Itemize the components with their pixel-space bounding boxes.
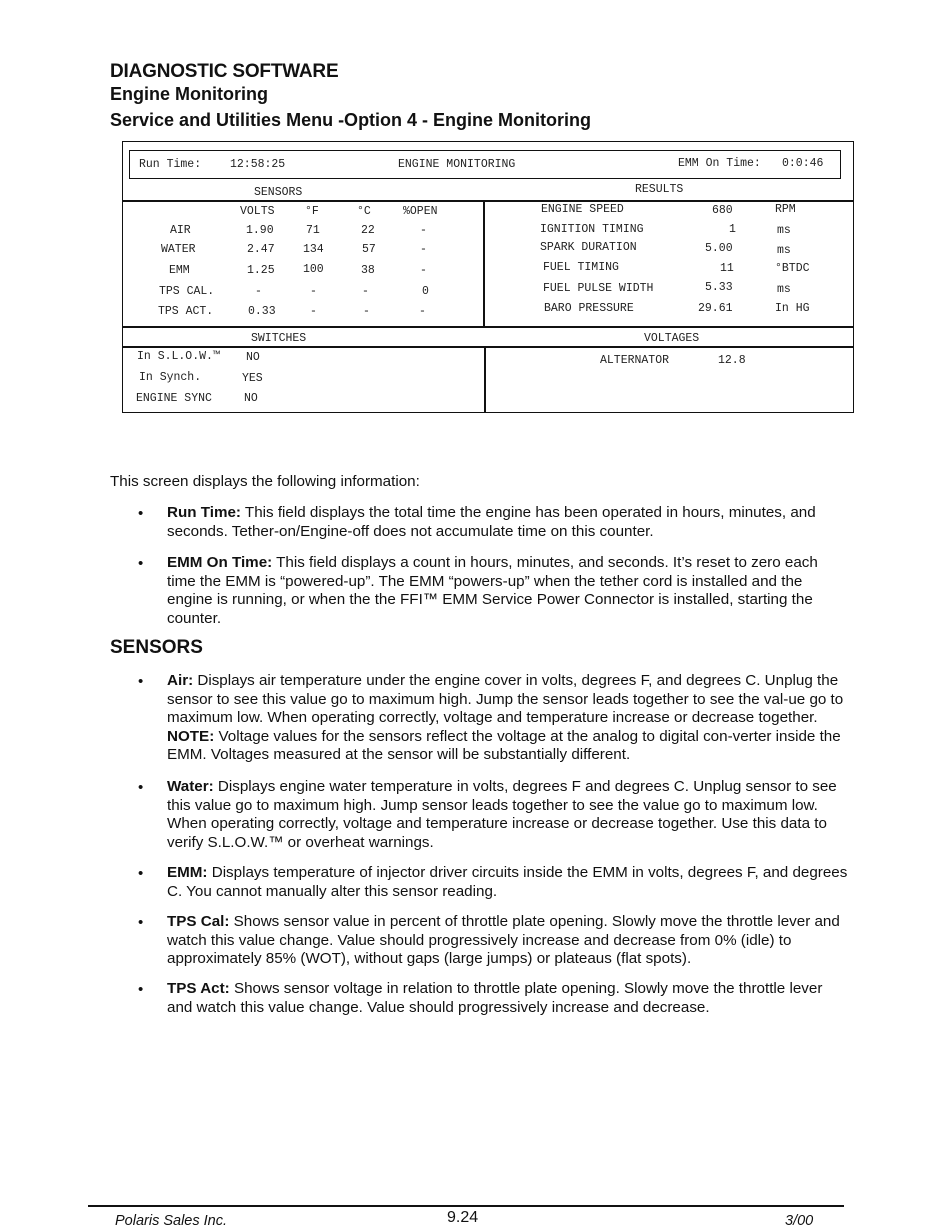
switches-panel-heading: SWITCHES	[251, 332, 307, 345]
sensor-volts: -	[255, 285, 262, 298]
divider-under-section-headings	[123, 200, 853, 202]
result-label: BARO PRESSURE	[544, 302, 634, 315]
divider-under-lower-headings	[123, 346, 853, 348]
result-label: ENGINE SPEED	[541, 203, 624, 216]
sensor-open: -	[420, 264, 427, 277]
engine-monitoring-screen	[122, 141, 854, 413]
run-time-label: Run Time:	[139, 158, 202, 171]
bullet-icon: •	[138, 505, 144, 522]
results-panel-heading: RESULTS	[635, 183, 684, 196]
sensors-col-f: °F	[305, 205, 319, 218]
sensor-name: AIR	[170, 224, 191, 237]
bullet-icon: •	[138, 779, 144, 796]
sensor-f: -	[310, 285, 317, 298]
emm-on-time-value: 0:0:46	[782, 157, 824, 170]
switch-value: NO	[246, 351, 260, 364]
item-text: Displays engine water temperature in volts, degrees F and degrees C. Unplug sensor to see this value go to maximum high. Jump sensor leads together to see the value go to maximum low. When operating correctly, voltage and temperature increase or decrease together. Use this data to verify S.L.O.W.™ or overheat warnings.	[167, 778, 837, 851]
bullet-icon: •	[138, 914, 144, 931]
sensor-f: 134	[303, 243, 324, 256]
doc-subsection-title: Service and Utilities Menu -Option 4 - Engine Monitoring	[110, 110, 592, 130]
result-value: 680	[712, 204, 733, 217]
result-value: 29.61	[698, 302, 733, 315]
item-text: Shows sensor voltage in relation to throttle plate opening. Slowly move the throttle lever and watch this value change. Value should progressively increase and decrease.	[167, 980, 823, 1016]
sensor-f: 100	[303, 263, 324, 276]
sensor-open: -	[420, 243, 427, 256]
sensor-c: -	[362, 285, 369, 298]
item-term: Water:	[167, 778, 214, 795]
list-item-tps-act	[167, 980, 849, 1017]
alternator-label: ALTERNATOR	[600, 354, 670, 367]
item-text: This field displays the total time the engine has been operated in hours, minutes, and seconds. Tether-on/Engine-off does not accumulate time on this counter.	[167, 504, 816, 540]
sensor-c: 38	[361, 264, 375, 277]
note-text: Voltage values for the sensors reflect the voltage at the analog to digital con-verter inside the EMM. Voltages measured at the sensor will be substantially different.	[167, 727, 841, 764]
screen-title: ENGINE MONITORING	[398, 158, 516, 171]
doc-section-title: Engine Monitoring	[110, 84, 268, 104]
sensor-c: -	[363, 305, 370, 318]
result-unit: ms	[777, 244, 791, 257]
sensors-panel-heading: SENSORS	[254, 186, 303, 199]
sensor-open: -	[420, 224, 427, 237]
result-label: FUEL TIMING	[543, 261, 619, 274]
result-unit: ms	[777, 224, 791, 237]
switch-label: In S.L.O.W.™	[137, 350, 220, 363]
bullet-icon: •	[138, 981, 144, 998]
switch-label: ENGINE SYNC	[136, 392, 212, 405]
sensor-volts: 1.90	[246, 224, 274, 237]
sensor-c: 22	[361, 224, 375, 237]
bullet-icon: •	[138, 673, 144, 690]
item-term: TPS Cal:	[167, 913, 230, 930]
item-term: Run Time:	[167, 504, 241, 521]
sensor-name: TPS ACT.	[158, 305, 214, 318]
result-label: SPARK DURATION	[540, 241, 637, 254]
result-unit: RPM	[775, 203, 796, 216]
voltages-panel-heading: VOLTAGES	[644, 332, 700, 345]
result-label: FUEL PULSE WIDTH	[543, 282, 654, 295]
divider-vertical-lower	[484, 346, 486, 412]
result-value: 11	[720, 262, 734, 275]
list-item-emm-on-time	[167, 554, 849, 628]
result-unit: °BTDC	[775, 262, 810, 275]
note-term: NOTE:	[167, 727, 215, 745]
sensors-col-c: °C	[357, 205, 371, 218]
list-item-emm	[167, 864, 849, 901]
sensor-f: 71	[306, 224, 320, 237]
run-time-value: 12:58:25	[230, 158, 286, 171]
list-item-air	[167, 672, 849, 765]
sensor-name: EMM	[169, 264, 190, 277]
alternator-value: 12.8	[718, 354, 746, 367]
bullet-icon: •	[138, 555, 144, 572]
sensor-name: WATER	[161, 243, 196, 256]
result-unit: ms	[777, 283, 791, 296]
sensor-volts: 0.33	[248, 305, 276, 318]
sensor-volts: 2.47	[247, 243, 275, 256]
emm-on-time-label: EMM On Time:	[678, 157, 761, 170]
item-term: TPS Act:	[167, 980, 230, 997]
switch-label: In Synch.	[139, 371, 202, 384]
sensor-f: -	[310, 305, 317, 318]
sensors-col-open: %OPEN	[403, 205, 438, 218]
list-item-water	[167, 778, 849, 852]
result-unit: In HG	[775, 302, 810, 315]
item-term: Air:	[167, 672, 194, 689]
status-bar	[129, 150, 841, 179]
result-value: 5.00	[705, 242, 733, 255]
intro-text: This screen displays the following information:	[110, 473, 420, 490]
footer-rule	[88, 1205, 844, 1207]
sensor-open: 0	[422, 285, 429, 298]
divider-upper-lower	[123, 326, 853, 328]
sensor-open: -	[419, 305, 426, 318]
doc-category-title: DIAGNOSTIC SOFTWARE	[110, 61, 339, 82]
switch-value: NO	[244, 392, 258, 405]
sensors-col-volts: VOLTS	[240, 205, 275, 218]
divider-vertical-upper	[483, 200, 485, 326]
item-text: Displays temperature of injector driver circuits inside the EMM in volts, degrees F, and degrees C. You cannot manually alter this sensor reading.	[167, 864, 848, 900]
item-term: EMM:	[167, 864, 208, 881]
sensor-volts: 1.25	[247, 264, 275, 277]
sensor-c: 57	[362, 243, 376, 256]
item-text: Displays air temperature under the engine cover in volts, degrees F, and degrees C. Unplug the sensor to see this value go to maximum high. Jump the sensor leads together to see the val-ue go to maximum low. When operating correctly, voltage and temperature increase or decrease together.	[167, 672, 844, 727]
result-value: 1	[729, 223, 736, 236]
bullet-icon: •	[138, 865, 144, 882]
footer-page-number: 9.24	[447, 1209, 479, 1226]
item-term: EMM On Time:	[167, 554, 273, 571]
list-item-run-time	[167, 504, 849, 541]
footer-date: 3/00	[785, 1213, 814, 1229]
item-text: This field displays a count in hours, minutes, and seconds. It’s reset to zero each time the EMM is “powered-up”. The EMM “powers-up” when the tether cord is installed and the engine is running, or when the the FFI™ EMM Service Power Connector is installed, starting the counter.	[167, 554, 818, 627]
list-item-tps-cal	[167, 913, 849, 969]
item-text: Shows sensor value in percent of throttle plate opening. Slowly move the throttle lever and watch this value change. Value should progressively increase and decrease from 0% (idle) to approximately 85% (WOT), without gaps (large jumps) or plateaus (flat spots).	[167, 913, 840, 968]
sensors-section-heading: SENSORS	[110, 637, 203, 658]
footer-company: Polaris Sales Inc.	[115, 1213, 228, 1229]
switch-value: YES	[242, 372, 263, 385]
result-label: IGNITION TIMING	[540, 223, 644, 236]
sensor-name: TPS CAL.	[159, 285, 215, 298]
result-value: 5.33	[705, 281, 733, 294]
